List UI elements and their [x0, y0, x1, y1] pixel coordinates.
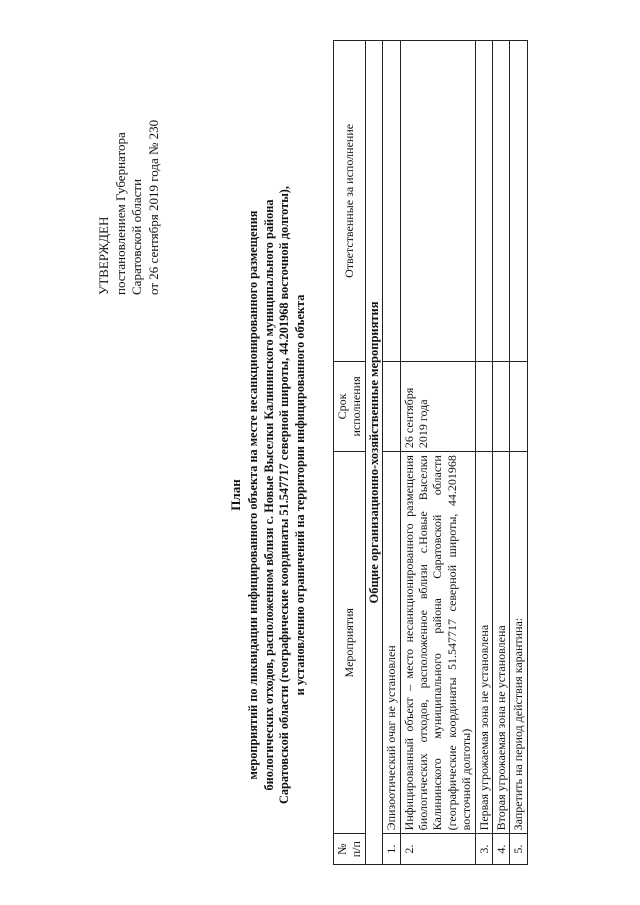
row-term: [510, 361, 527, 451]
row-event: Запретить на период действия карантина:: [510, 452, 527, 834]
table-row: [493, 41, 510, 865]
row-num: 1.: [383, 834, 400, 865]
plan-subtitle: [246, 125, 308, 865]
approval-line-3: Саратовской области: [129, 178, 144, 295]
plan-subtitle-line: и установлению ограничений на территории инфицированного объекта: [292, 294, 307, 696]
row-responsible: [400, 41, 475, 362]
table-row: [475, 41, 492, 865]
row-term: [475, 361, 492, 451]
approval-line-1: УТВЕРЖДЕН: [96, 216, 111, 295]
row-num: 3.: [475, 834, 492, 865]
header-event: Мероприятия: [334, 452, 366, 834]
table-header-row: [334, 41, 366, 865]
row-num: 5.: [510, 834, 527, 865]
approval-line-2: постановлением Губернатора: [112, 132, 128, 295]
section-title: Общие организационно-хозяйственные мероприятия: [365, 41, 382, 865]
row-term: [383, 361, 400, 451]
row-num: 2.: [400, 834, 475, 865]
approval-stamp: [96, 35, 162, 295]
header-term: Срок исполнения: [334, 361, 366, 451]
plan-subtitle-line: мероприятий по ликвидации инфицированного объекта на месте несанкционированного размещения: [246, 210, 260, 780]
row-term: [493, 361, 510, 451]
row-event: Инфицированный объект – место несанкционированного размещения биологических отходов, расположенное вблизи с.Новые Выселки Калининского муниципального района Саратовской области (географические координаты 51.547717 северной широты, 44.201968 восточной долготы): [400, 452, 475, 834]
table-row: [510, 41, 527, 865]
row-event: Эпизоотический очаг не установлен: [383, 452, 400, 834]
row-responsible: [383, 41, 400, 362]
row-responsible: [475, 41, 492, 362]
row-num: 4.: [493, 834, 510, 865]
table-row: [383, 41, 400, 865]
approval-line-4: от 26 сентября 2019 года № 230: [145, 119, 161, 295]
plan-table: [333, 40, 528, 865]
header-responsible: Ответственные за исполнение: [334, 41, 366, 362]
plan-title: План: [228, 479, 243, 511]
row-responsible: [493, 41, 510, 362]
header-num: № п/п: [334, 834, 366, 865]
row-event: Первая угрожаемая зона не установлена: [475, 452, 492, 834]
plan-subtitle-line: Саратовской области (географические координаты 51.547717 северной широты, 44.201968 восточной долготы),: [277, 186, 292, 804]
table-row: [400, 41, 475, 865]
row-term: 26 сентября 2019 года: [400, 361, 475, 451]
section-row: [365, 41, 382, 865]
plan-subtitle-line: биологических отходов, расположенном вблизи с. Новые Выселки Калининского муниципального района: [261, 199, 276, 791]
row-event: Вторая угрожаемая зона не установлена: [493, 452, 510, 834]
row-responsible: [510, 41, 527, 362]
